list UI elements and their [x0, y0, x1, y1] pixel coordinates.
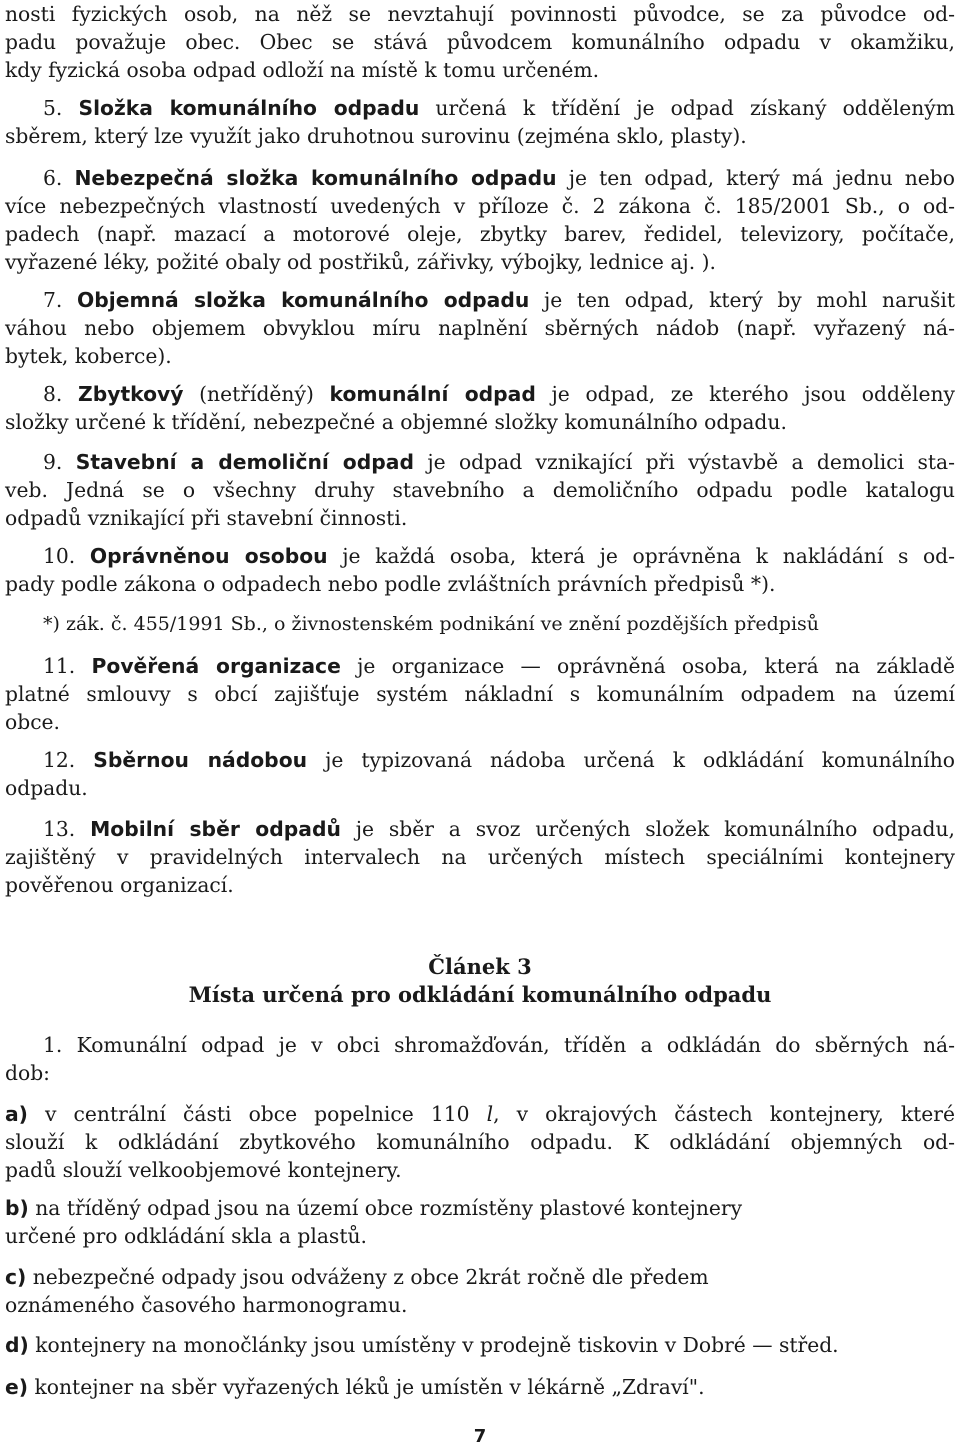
- text-line: více nebezpečných vlastností uvedených v příloze č. 2 zákona č. 185/2001 Sb., o od-: [5, 194, 955, 218]
- text-fragment: nebezpečné odpady jsou odváženy z obce 2krát ročně dle předem: [26, 1265, 709, 1289]
- text-line: je typizovaná nádoba určená k odkládání komunálního: [307, 748, 956, 772]
- defined-term: Oprávněnou osobou: [89, 544, 328, 568]
- point-letter: a): [5, 1102, 28, 1126]
- item-number: 6.: [43, 166, 63, 190]
- text-line: vyřazené léky, požité obaly od postřiků, zářivky, výbojky, lednice aj. ).: [5, 250, 716, 274]
- defined-term: komunální odpad: [329, 382, 536, 406]
- item-number: 7.: [43, 288, 63, 312]
- defined-term: Složka komunálního odpadu: [78, 96, 420, 120]
- text-fragment: kontejnery na monočlánky jsou umístěny v prodejně tiskovin v Dobré — střed.: [28, 1333, 839, 1357]
- text-line: je odpad vznikající při výstavbě a demolici sta-: [413, 450, 955, 474]
- text-line: pověřenou organizací.: [5, 873, 234, 897]
- text-fragment: (netříděný): [183, 382, 330, 406]
- defined-term: Objemná složka komunálního odpadu: [77, 288, 530, 312]
- text-line: zajištěný v pravidelných intervalech na určených místech speciálními kontejnery: [5, 845, 955, 869]
- text-line: je ten odpad, který má jednu nebo: [556, 166, 956, 190]
- item-number: 12.: [43, 748, 76, 772]
- text-line: padech (např. mazací a motorové oleje, zbytky barev, ředidel, televizory, počítače,: [5, 222, 955, 246]
- text-fragment: v centrální části obce popelnice 110: [27, 1102, 487, 1126]
- definition-9: [5, 448, 955, 532]
- defined-term: Mobilní sběr odpadů: [90, 817, 341, 841]
- text-line: obce.: [5, 710, 61, 734]
- definition-7: [5, 286, 955, 370]
- item-number: 10.: [43, 544, 76, 568]
- item-number: 13.: [43, 817, 76, 841]
- defined-term: Zbytkový: [78, 382, 184, 406]
- text-fragment: na tříděný odpad jsou na území obce rozmístěny plastové kontejnery: [28, 1196, 743, 1220]
- footnote: [5, 610, 955, 638]
- text-fragment: , v okrajových částech kontejnery, které: [493, 1102, 955, 1126]
- unit-symbol: l: [486, 1102, 494, 1126]
- text-line: oznámeného časového harmonogramu.: [5, 1293, 408, 1317]
- text-line: odpadu.: [5, 776, 88, 800]
- article-subtitle: Místa určená pro odkládání komunálního odpadu: [188, 982, 772, 1007]
- point-letter: b): [5, 1196, 29, 1220]
- text-line: je ten odpad, který by mohl narušit: [529, 288, 955, 312]
- point-letter: c): [5, 1265, 27, 1289]
- footnote-text: *) zák. č. 455/1991 Sb., o živnostenském podnikání ve znění pozdějších předpisů: [43, 613, 820, 635]
- page-number: 7: [473, 1426, 487, 1447]
- defined-term: Pověřená organizace: [91, 654, 341, 678]
- intro-paragraph: [5, 0, 955, 84]
- text-line: je odpad, ze kterého jsou odděleny: [535, 382, 955, 406]
- text-line: odpadů vznikající při stavební činnosti.: [5, 506, 408, 530]
- text-line: pady podle zákona o odpadech nebo podle zvláštních právních předpisů *).: [5, 572, 776, 596]
- text-line: je každá osoba, která je oprávněna k nakládání s od-: [327, 544, 956, 568]
- text-line: dob:: [5, 1061, 51, 1085]
- text-line: 1. Komunální odpad je v obci shromažďován, tříděn a odkládán do sběrných ná-: [43, 1033, 955, 1057]
- definition-13: [5, 815, 955, 899]
- text-line: nosti fyzických osob, na něž se nevztahují povinnosti původce, se za původce od-: [5, 2, 955, 26]
- defined-term: Nebezpečná složka komunálního odpadu: [74, 166, 557, 190]
- article-paragraph-1: [5, 1031, 955, 1087]
- point-letter: d): [5, 1333, 29, 1357]
- definition-5: [5, 94, 955, 150]
- text-line: sběrem, který lze využít jako druhotnou surovinu (zejména sklo, plasty).: [5, 124, 747, 148]
- item-number: 11.: [43, 654, 76, 678]
- defined-term: Sběrnou nádobou: [93, 748, 308, 772]
- text-line: platné smlouvy s obcí zajišťuje systém nákladní s komunálním odpadem na území: [5, 682, 955, 706]
- item-number: 9.: [43, 450, 63, 474]
- text-line: slouží k odkládání zbytkového komunálního odpadu. K odkládání objemných od-: [5, 1130, 955, 1154]
- item-number: 8.: [43, 382, 63, 406]
- point-letter: e): [5, 1375, 29, 1399]
- point-a: [5, 1100, 955, 1184]
- text-line: je sběr a svoz určených složek komunálního odpadu,: [340, 817, 955, 841]
- text-line: je organizace — oprávněná osoba, která na základě: [340, 654, 955, 678]
- text-line: bytek, koberce).: [5, 344, 172, 368]
- definition-6: [5, 164, 955, 276]
- text-line: padů slouží velkoobjemové kontejnery.: [5, 1158, 402, 1182]
- text-line: kdy fyzická osoba odpad odloží na místě k tomu určeném.: [5, 58, 600, 82]
- definition-11: [5, 652, 955, 736]
- text-fragment: kontejner na sběr vyřazených léků je umístěn v lékárně „Zdraví".: [28, 1375, 705, 1399]
- item-number: 5.: [43, 96, 63, 120]
- point-e: [5, 1373, 955, 1401]
- defined-term: Stavební a demoliční odpad: [75, 450, 414, 474]
- definition-8: [5, 380, 955, 436]
- point-c: [5, 1263, 955, 1319]
- article-title: Článek 3: [428, 954, 532, 979]
- text-line: určená k třídění je odpad získaný odděleným: [419, 96, 955, 120]
- text-line: určené pro odkládání skla a plastů.: [5, 1224, 367, 1248]
- definition-12: [5, 746, 955, 802]
- definition-10: [5, 542, 955, 598]
- point-b: [5, 1194, 955, 1250]
- text-line: složky určené k třídění, nebezpečné a objemné složky komunálního odpadu.: [5, 410, 787, 434]
- text-line: veb. Jedná se o všechny druhy stavebního a demoličního odpadu podle katalogu: [5, 478, 955, 502]
- text-line: padu považuje obec. Obec se stává původcem komunálního odpadu v okamžiku,: [5, 30, 955, 54]
- point-d: [5, 1331, 955, 1359]
- text-line: váhou nebo objemem obvyklou míru naplnění sběrných nádob (např. vyřazený ná-: [5, 316, 955, 340]
